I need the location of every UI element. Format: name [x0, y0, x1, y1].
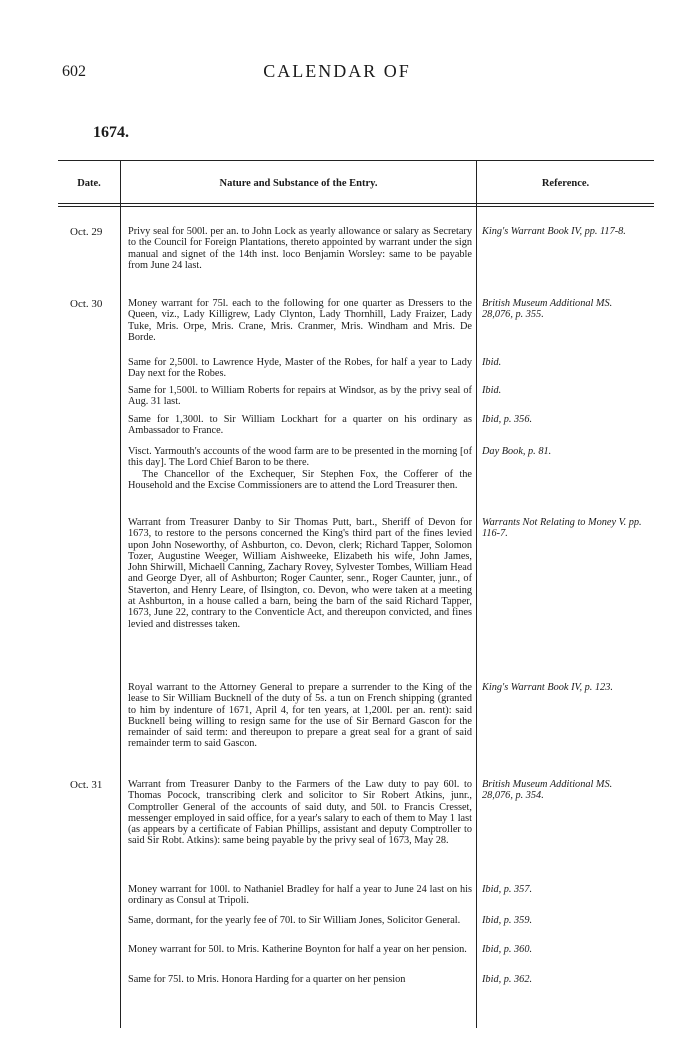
year-heading: 1674.: [93, 124, 129, 141]
entry-text: Warrant from Treasurer Danby to the Farmers of the Law duty to pay 60l. to Thomas Pocock, transcribing clerk and solicitor to Sir Robert Atkins, junr., Comptroller General of the accounts of said duty, and 50l. to Francis Cresset, messenger employed in said office, for a year's salary to each of them to May 1 last (as appears by a certificate of Fabian Phillips, assistant and deputy Comptroller to said Sir Robt. Atkins): same being payable by the privy seal of 1673, May 28.: [128, 779, 472, 847]
entry-reference: Warrants Not Relating to Money V. pp. 116-7.: [482, 517, 642, 540]
entry-reference: Ibid.: [482, 357, 502, 368]
entry-text: Same for 75l. to Mris. Honora Harding for a quarter on her pension: [128, 974, 406, 985]
entry-reference: Ibid, p. 362.: [482, 974, 533, 985]
entry-date: Oct. 31: [70, 779, 103, 791]
entry-paragraph: Visct. Yarmouth's accounts of the wood farm are to be presented in the morning [of this day]. The Lord Chief Baron to be there.: [128, 446, 472, 469]
entry-reference: King's Warrant Book IV, pp. 117-8.: [482, 226, 626, 237]
table-header-rule-2: [58, 206, 654, 207]
entry-text: Warrant from Treasurer Danby to Sir Thomas Putt, bart., Sheriff of Devon for 1673, to restore to the persons concerned the King's third part of the fines levied upon John Noseworthy, of Ashburton, co. Devon, clerk; Richard Tapper, Solomon Tozer, Augustine Weeger, William Aishweeke, Elizabeth his wife, John James, John Shirwill, Michaell Canning, Zachary Rovey, Sylvester Tombes, William Head and George Dyer, all of Ashburton; Roger Caunter, senr., Roger Caunter, junr., of Staverton, and Henry Leare, of Ilsington, co. Devon, who were taken at a meeting at Ashburton, in a house called a barn, being the barn of the said Richard Tapper, 1673, June 22, contrary to the Conventicle Act, and thereupon convicted, and fines levied and distresses taken.: [128, 517, 472, 630]
entry-text: Money warrant for 100l. to Nathaniel Bradley for half a year to June 24 last on his ordinary as Consul at Tripoli.: [128, 884, 472, 907]
entry-text: Privy seal for 500l. per an. to John Lock as yearly allowance or salary as Secretary to the Council for Foreign Plantations, thereto appointed by warrant under the sign manual and signet of the 14th inst. loco Benjamin Worsley: same to be payable from June 24 last.: [128, 226, 472, 271]
column-divider-1: [120, 160, 121, 1028]
entry-reference: Ibid, p. 359.: [482, 915, 533, 926]
column-divider-2: [476, 160, 477, 1028]
entry-text: Money warrant for 75l. each to the following for one quarter as Dressers to the Queen, viz., Lady Killigrew, Lady Clynton, Lady Thornhill, Lady Fraizer, Lady Tuke, Mris. Orpe, Mris. Crane, Mris. Cranmer, Mris. Windham and Mris. De Borde.: [128, 298, 472, 343]
page-number: 602: [62, 63, 86, 80]
entry-reference: King's Warrant Book IV, p. 123.: [482, 682, 613, 693]
entry-reference: Ibid, p. 357.: [482, 884, 533, 895]
column-header-entry: Nature and Substance of the Entry.: [219, 178, 378, 189]
entry-text: [128, 446, 472, 491]
entry-paragraph-2: The Chancellor of the Exchequer, Sir Stephen Fox, the Cofferer of the Household and the Excise Commissioners are to attend the Lord Treasurer then.: [128, 468, 472, 491]
table-header-rule: [58, 203, 654, 204]
table-top-rule: [58, 160, 654, 161]
column-header-reference: Reference.: [541, 178, 590, 189]
entry-reference: British Museum Additional MS. 28,076, p. 355.: [482, 298, 613, 321]
entry-text: Same for 2,500l. to Lawrence Hyde, Master of the Robes, for half a year to Lady Day next for the Robes.: [128, 357, 472, 380]
entry-date: Oct. 30: [70, 298, 103, 310]
entry-reference: Day Book, p. 81.: [482, 446, 552, 457]
entry-date: Oct. 29: [70, 226, 103, 238]
entry-reference: Ibid, p. 360.: [482, 944, 533, 955]
entry-text: Same for 1,500l. to William Roberts for repairs at Windsor, as by the privy seal of Aug. 31 last.: [128, 385, 472, 408]
entry-reference: British Museum Additional MS. 28,076, p. 354.: [482, 779, 613, 802]
running-head: CALENDAR OF: [263, 61, 411, 81]
entry-text: Same, dormant, for the yearly fee of 70l. to Sir William Jones, Solicitor General.: [128, 915, 461, 926]
entry-reference: Ibid.: [482, 385, 502, 396]
entry-reference: Ibid, p. 356.: [482, 414, 533, 425]
entry-text: Money warrant for 50l. to Mris. Katherine Boynton for half a year on her pension.: [128, 944, 467, 955]
column-header-date: Date.: [77, 178, 101, 189]
entry-text: Same for 1,300l. to Sir William Lockhart for a quarter on his ordinary as Ambassador to France.: [128, 414, 472, 437]
entry-text: Royal warrant to the Attorney General to prepare a surrender to the King of the lease to Sir William Bucknell of the duty of 5s. a tun on French shipping (granted to him by indenture of 1671, April 4, for ten years, at 1,200l. per an. rent): said Bucknell being willing to resign same for the use of Sir Bernard Gascon for the remainder of said term: and thereupon to prepare a great seal for a grant of said remainder term to said Gascon.: [128, 682, 472, 750]
